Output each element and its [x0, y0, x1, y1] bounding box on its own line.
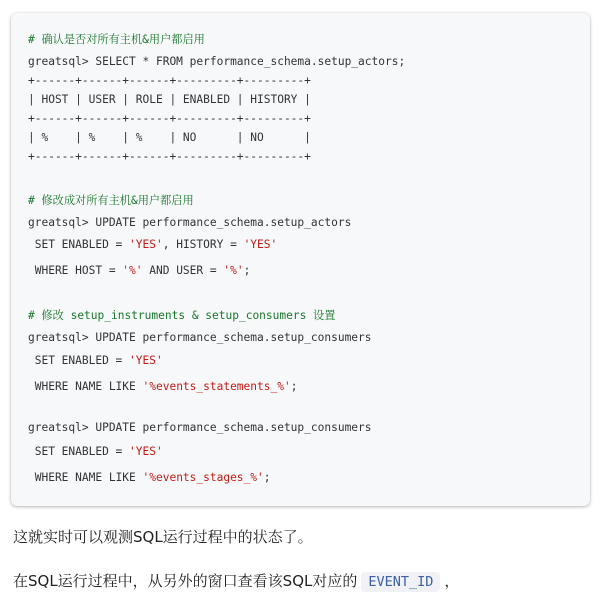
code-text: SET ENABLED = — [28, 354, 130, 367]
code-line — [28, 309, 335, 323]
code-comment: # 修改成对所有主机&用户都启用 — [28, 194, 194, 207]
code-line — [28, 354, 163, 368]
code-text: ; — [290, 380, 298, 393]
code-string: 'YES' — [243, 238, 278, 251]
code-text: greatsql> UPDATE performance_schema.setup_actors — [28, 216, 352, 229]
code-text: ; — [243, 264, 251, 277]
code-line — [28, 194, 194, 208]
code-text: WHERE NAME LIKE — [28, 471, 143, 484]
code-line — [28, 112, 311, 126]
code-line — [28, 131, 311, 145]
code-string: 'YES' — [129, 354, 163, 367]
code-string: '%events_stages_%' — [142, 471, 264, 484]
code-line — [28, 93, 311, 107]
code-line — [28, 331, 372, 345]
code-text: +------+------+------+---------+---------+ — [28, 150, 311, 163]
code-line — [28, 216, 351, 230]
code-text: ; — [263, 471, 271, 484]
code-line — [28, 471, 271, 485]
body-paragraph-event-id — [13, 570, 459, 592]
code-text: WHERE HOST = — [28, 264, 123, 277]
code-string: 'YES' — [129, 445, 163, 458]
inline-code-event-id: EVENT_ID — [361, 572, 440, 592]
code-text: greatsql> UPDATE performance_schema.setup_consumers — [28, 331, 372, 344]
code-text: WHERE NAME LIKE — [28, 380, 143, 393]
code-text: +------+------+------+---------+---------+ — [28, 112, 311, 125]
code-text: greatsql> UPDATE performance_schema.setup_consumers — [28, 421, 372, 434]
code-line — [28, 238, 277, 252]
code-line — [28, 421, 372, 435]
code-text: | % | % | % | NO | NO | — [28, 131, 311, 144]
code-text: SET ENABLED = — [28, 445, 130, 458]
code-line — [28, 33, 205, 47]
code-string: '%' — [223, 264, 244, 277]
code-text: SET ENABLED = — [28, 238, 130, 251]
paragraph-text: ， — [444, 572, 460, 590]
code-text: , HISTORY = — [162, 238, 244, 251]
code-string: '%' — [122, 264, 143, 277]
body-paragraph-realtime: 这就实时可以观测SQL运行过程中的状态了。 — [13, 528, 313, 546]
code-comment: # 确认是否对所有主机&用户都启用 — [28, 33, 205, 46]
code-line — [28, 445, 163, 459]
code-string: 'YES' — [129, 238, 163, 251]
code-text: +------+------+------+---------+---------+ — [28, 74, 311, 87]
paragraph-text: 在SQL运行过程中，从另外的窗口查看该SQL对应的 — [13, 572, 358, 590]
code-line — [28, 264, 250, 278]
code-line — [28, 74, 311, 88]
code-text: AND USER = — [142, 264, 224, 277]
code-text: | HOST | USER | ROLE | ENABLED | HISTORY | — [28, 93, 311, 106]
code-string: '%events_statements_%' — [142, 380, 291, 393]
code-line — [28, 150, 311, 164]
code-text: greatsql> SELECT * FROM performance_schema.setup_actors; — [28, 55, 406, 68]
code-line — [28, 55, 405, 69]
code-line — [28, 380, 297, 394]
code-comment: # 修改 setup_instruments & setup_consumers 设置 — [28, 309, 336, 322]
code-block — [11, 13, 590, 506]
